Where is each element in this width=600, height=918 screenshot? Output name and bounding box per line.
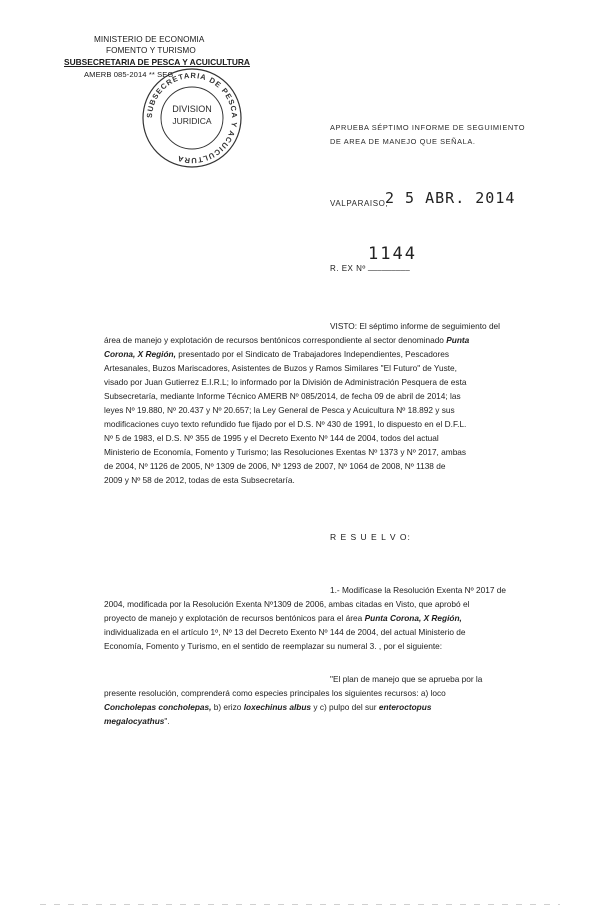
resuelvo-line-5: Economía, Fomento y Turismo, en el sentido de reemplazar su numeral 3. , por el siguiente: <box>104 641 443 651</box>
header-ministry-sub: FOMENTO Y TURISMO <box>106 46 196 55</box>
stamp-ring-text: SUBSECRETARIA DE PESCA Y ACUICULTURA <box>144 70 240 166</box>
division-stamp <box>140 66 244 170</box>
resuelvo-heading: R E S U E L V O: <box>330 532 411 542</box>
species-enteroctopus: enteroctopus <box>378 702 432 712</box>
visto-line-2-place: Punta <box>446 335 470 345</box>
resuelvo-line-4: individualizada en el artículo 1º, Nº 13 del Decreto Exento Nº 144 de 2004, del actual Ministerio de <box>104 627 466 637</box>
resuelvo-line-3-place: Punta Corona, X Región, <box>364 613 462 623</box>
header-reference: AMERB 085-2014 ** SEG <box>84 70 174 79</box>
visto-line-4: Artesanales, Buzos Mariscadores, Asistentes de Buzos y Ramos Similares "El Futuro" de Yuste, <box>104 363 457 373</box>
visto-line-11: de 2004, Nº 1126 de 2005, Nº 1309 de 2006, Nº 1293 de 2007, Nº 1064 de 2008, Nº 1138 de <box>104 461 446 471</box>
scan-edge-mark <box>40 904 560 905</box>
quote-line-2: presente resolución, comprenderá como especies principales los siguientes recursos: a) loco <box>104 688 446 698</box>
quote-line-3-mid: b) erizo <box>213 702 242 712</box>
resolution-number: 1144 <box>368 244 417 264</box>
resolution-prefix: R. EX Nº <box>330 264 366 273</box>
resuelvo-line-3-text: proyecto de manejo y explotación de recursos bentónicos para el área <box>104 613 363 623</box>
species-concholepas: Concholepas concholepas, <box>104 702 212 712</box>
stamp-center-line1: DIVISION <box>172 104 212 114</box>
quote-line-4-end: ". <box>164 716 170 726</box>
quote-line-1: "El plan de manejo que se aprueba por la <box>330 674 483 684</box>
subject-line1: APRUEBA SÉPTIMO INFORME DE SEGUIMIENTO <box>330 123 526 132</box>
visto-line-3-text: presentado por el Sindicato de Trabajadores Independientes, Pescadores <box>178 349 449 359</box>
quote-line-3-end: y c) pulpo del sur <box>313 702 377 712</box>
species-megalocyathus: megalocyathus <box>104 716 165 726</box>
resuelvo-line-2: 2004, modificada por la Resolución Exenta Nº1309 de 2006, ambas citadas en Visto, que aprobó el <box>104 599 470 609</box>
resuelvo-line-1: 1.- Modifícase la Resolución Exenta Nº 2017 de <box>330 585 506 595</box>
resolution-blank-line: _________ <box>368 262 410 271</box>
stamp-center-line2: JURIDICA <box>172 116 212 126</box>
visto-line-3-place: Corona, X Región, <box>104 349 176 359</box>
visto-line-7: leyes Nº 19.880, Nº 20.437 y Nº 20.657; la Ley General de Pesca y Acuicultura Nº 18.892 y sus <box>104 405 455 415</box>
visto-line-8: modificaciones cuyo texto refundido fue fijado por el D.S. Nº 430 de 1991, lo dispuesto en el D.F.L. <box>104 419 467 429</box>
date-stamp: 2 5 ABR. 2014 <box>385 189 516 207</box>
visto-line-2 <box>104 334 549 347</box>
visto-line-9: Nº 5 de 1983, el D.S. Nº 355 de 1995 y el Decreto Exento Nº 144 de 2004, todos del actual <box>104 433 439 443</box>
visto-line-3 <box>104 348 549 361</box>
place-label: VALPARAISO, <box>330 199 389 208</box>
header-subsecretaria: SUBSECRETARIA DE PESCA Y ACUICULTURA <box>64 57 250 67</box>
species-loxechinus: loxechinus albus <box>243 702 312 712</box>
visto-line-1: VISTO: El séptimo informe de seguimiento del <box>330 321 501 331</box>
quote-line-3 <box>104 700 549 714</box>
visto-line-2-text: área de manejo y explotación de recursos bentónicos correspondiente al sector denominado <box>104 335 444 345</box>
visto-line-10: Ministerio de Economía, Fomento y Turismo; las Resoluciones Exentas Nº 1373 y Nº 2017, ambas <box>104 447 467 457</box>
header-ministry: MINISTERIO DE ECONOMIA <box>94 35 205 44</box>
subject-line2: DE AREA DE MANEJO QUE SEÑALA. <box>330 137 476 146</box>
visto-line-6: Subsecretaría, mediante Informe Técnico AMERB Nº 085/2014, de fecha 09 de abril de 2014; las <box>104 391 461 401</box>
quote-line-4 <box>104 714 549 728</box>
resuelvo-line-3 <box>104 612 549 625</box>
visto-line-5: visado por Juan Gutierrez E.I.R.L; lo informado por la División de Administración Pesquera de esta <box>104 377 467 387</box>
stamp-seal-icon <box>140 66 244 170</box>
visto-line-12: 2009 y Nº 58 de 2012, todas de esta Subsecretaría. <box>104 475 295 485</box>
